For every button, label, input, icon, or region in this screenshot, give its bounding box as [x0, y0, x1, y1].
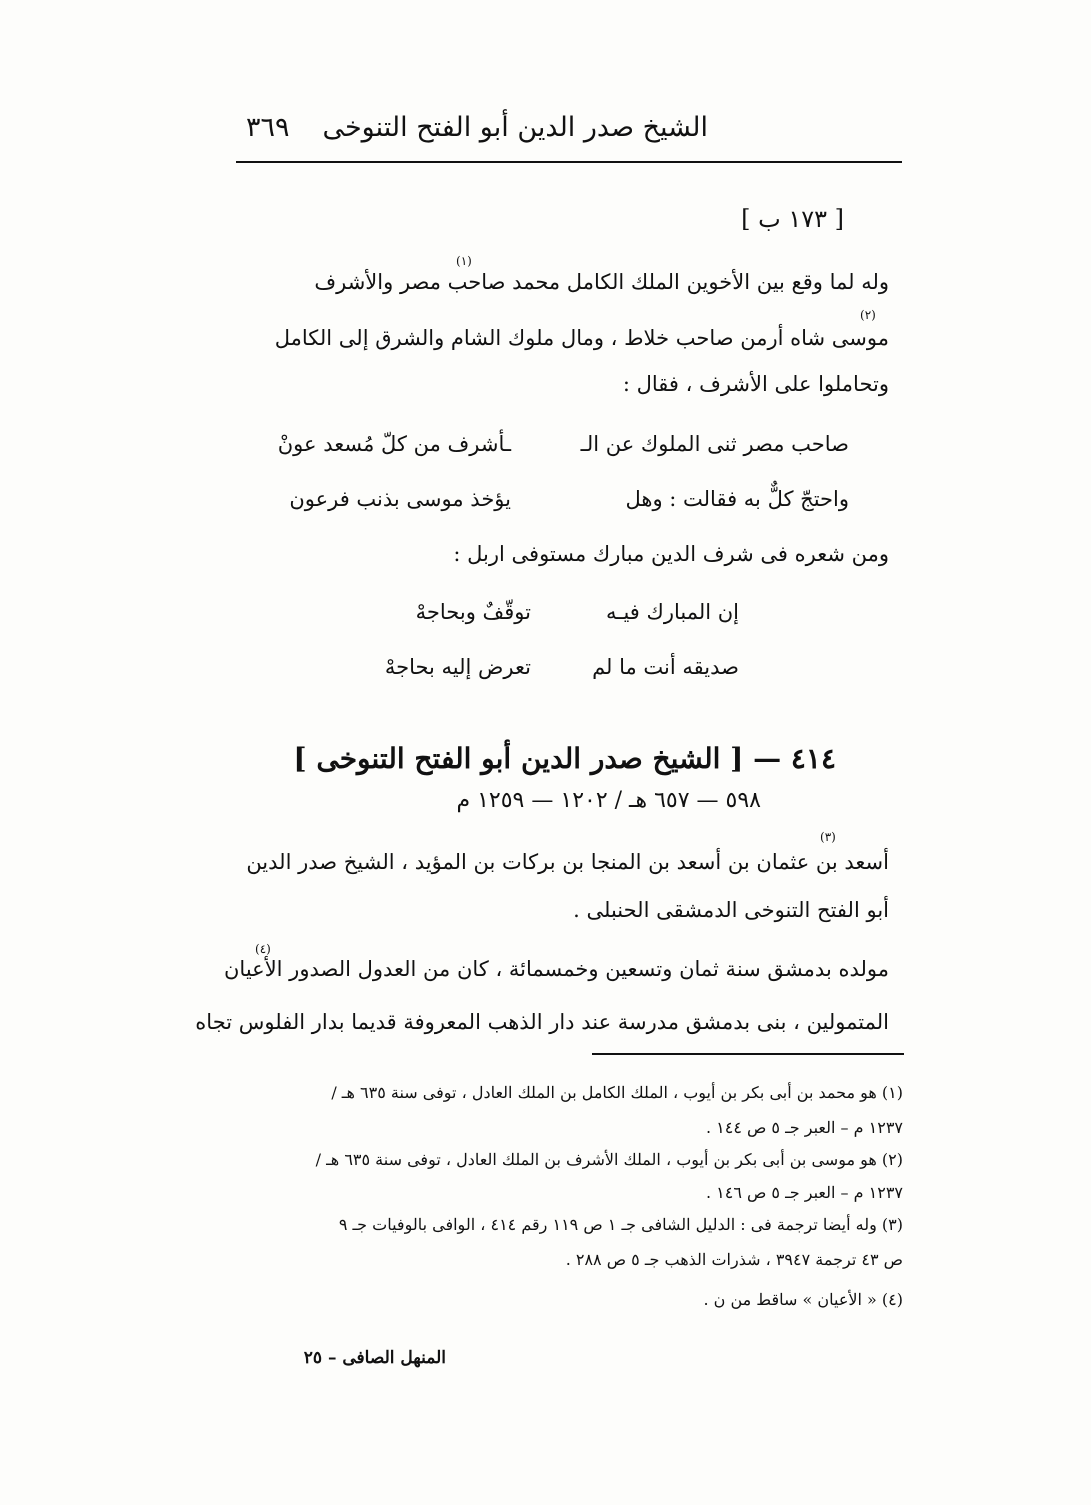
page-number: ٣٦٩: [246, 112, 290, 143]
entry-dates: ٥٩٨ — ٦٥٧ هـ / ١٢٠٢ — ١٢٥٩ م: [456, 788, 761, 813]
note-ref-3: (٣): [820, 830, 836, 844]
note-ref-4: (٤): [255, 942, 271, 956]
page-header-title: الشيخ صدر الدين أبو الفتح التنوخى: [322, 112, 708, 143]
header-rule: [236, 161, 902, 163]
footnote-4: (٤) « الأعيان » ساقط من ن .: [703, 1290, 903, 1309]
intro-line-1: وله لما وقع بين الأخوين الملك الكامل محمد صاحب مصر والأشرف: [314, 270, 889, 294]
sheet-signature: المنهل الصافى – ٢٥: [303, 1348, 446, 1368]
verse3-hemistich-a: إن المبارك فيـه: [606, 600, 739, 624]
entry-heading: ٤١٤ — [ الشيخ صدر الدين أبو الفتح التنوخى ]: [293, 742, 836, 775]
footnote-1-line-2: ١٢٣٧ م – العبر جـ ٥ ص ١٤٤ .: [705, 1118, 903, 1137]
intro-line-2: موسى شاه أرمن صاحب خلاط ، ومال ملوك الشام والشرق إلى الكامل: [274, 326, 889, 350]
footnote-2-line-2: ١٢٣٧ م – العبر جـ ٥ ص ١٤٦ .: [705, 1183, 903, 1202]
body-line-2: أبو الفتح التنوخى الدمشقى الحنبلى .: [573, 898, 889, 922]
footnote-2-line-1: (٢) هو موسى بن أبى بكر بن أيوب ، الملك الأشرف بن الملك العادل ، توفى سنة ٦٣٥ هـ /: [315, 1150, 903, 1169]
verse2-hemistich-a: واحتجّ كلٌّ به فقالت : وهل: [625, 487, 849, 511]
folio-marker: [ ١٧٣ ب ]: [741, 205, 844, 233]
body-line-4: المتمولين ، بنى بدمشق مدرسة عند دار الذهب المعروفة قديما بدار الفلوس تجاه: [195, 1010, 889, 1034]
note-ref-2: (٢): [860, 308, 876, 322]
verse4-hemistich-a: صديقه أنت ما لم: [592, 655, 739, 679]
intro-line-3: وتحاملوا على الأشرف ، فقال :: [622, 372, 889, 396]
footnote-3-line-1: (٣) وله أيضا ترجمة فى : الدليل الشافى جـ ١ ص ١١٩ رقم ٤١٤ ، الوافى بالوفيات جـ ٩: [338, 1215, 903, 1234]
verse3-hemistich-b: توقّفٌ وبحاجهْ: [415, 600, 531, 624]
footnote-rule: [592, 1053, 904, 1055]
poem-intro-line: ومن شعره فى شرف الدين مبارك مستوفى اربل :: [453, 542, 889, 566]
verse1-hemistich-b: ـأشرف من كلّ مُسعد عونْ: [277, 432, 511, 456]
body-line-3: مولده بدمشق سنة ثمان وتسعين وخمسمائة ، كان من العدول الصدور الأعيان: [224, 957, 889, 981]
footnote-1-line-1: (١) هو محمد بن أبى بكر بن أيوب ، الملك الكامل بن الملك العادل ، توفى سنة ٦٣٥ هـ /: [331, 1083, 903, 1102]
verse1-hemistich-a: صاحب مصر ثنى الملوك عن الـ: [580, 432, 849, 456]
body-line-1: أسعد بن عثمان بن أسعد بن المنجا بن بركات بن المؤيد ، الشيخ صدر الدين: [246, 850, 889, 874]
footnote-3-line-2: ص ٤٣ ترجمة ٣٩٤٧ ، شذرات الذهب جـ ٥ ص ٢٨٨ .: [565, 1250, 903, 1269]
verse2-hemistich-b: يؤخذ موسى بذنب فرعون: [289, 487, 511, 511]
note-ref-1: (١): [456, 254, 472, 268]
verse4-hemistich-b: تعرض إليه بحاجهْ: [384, 655, 531, 679]
